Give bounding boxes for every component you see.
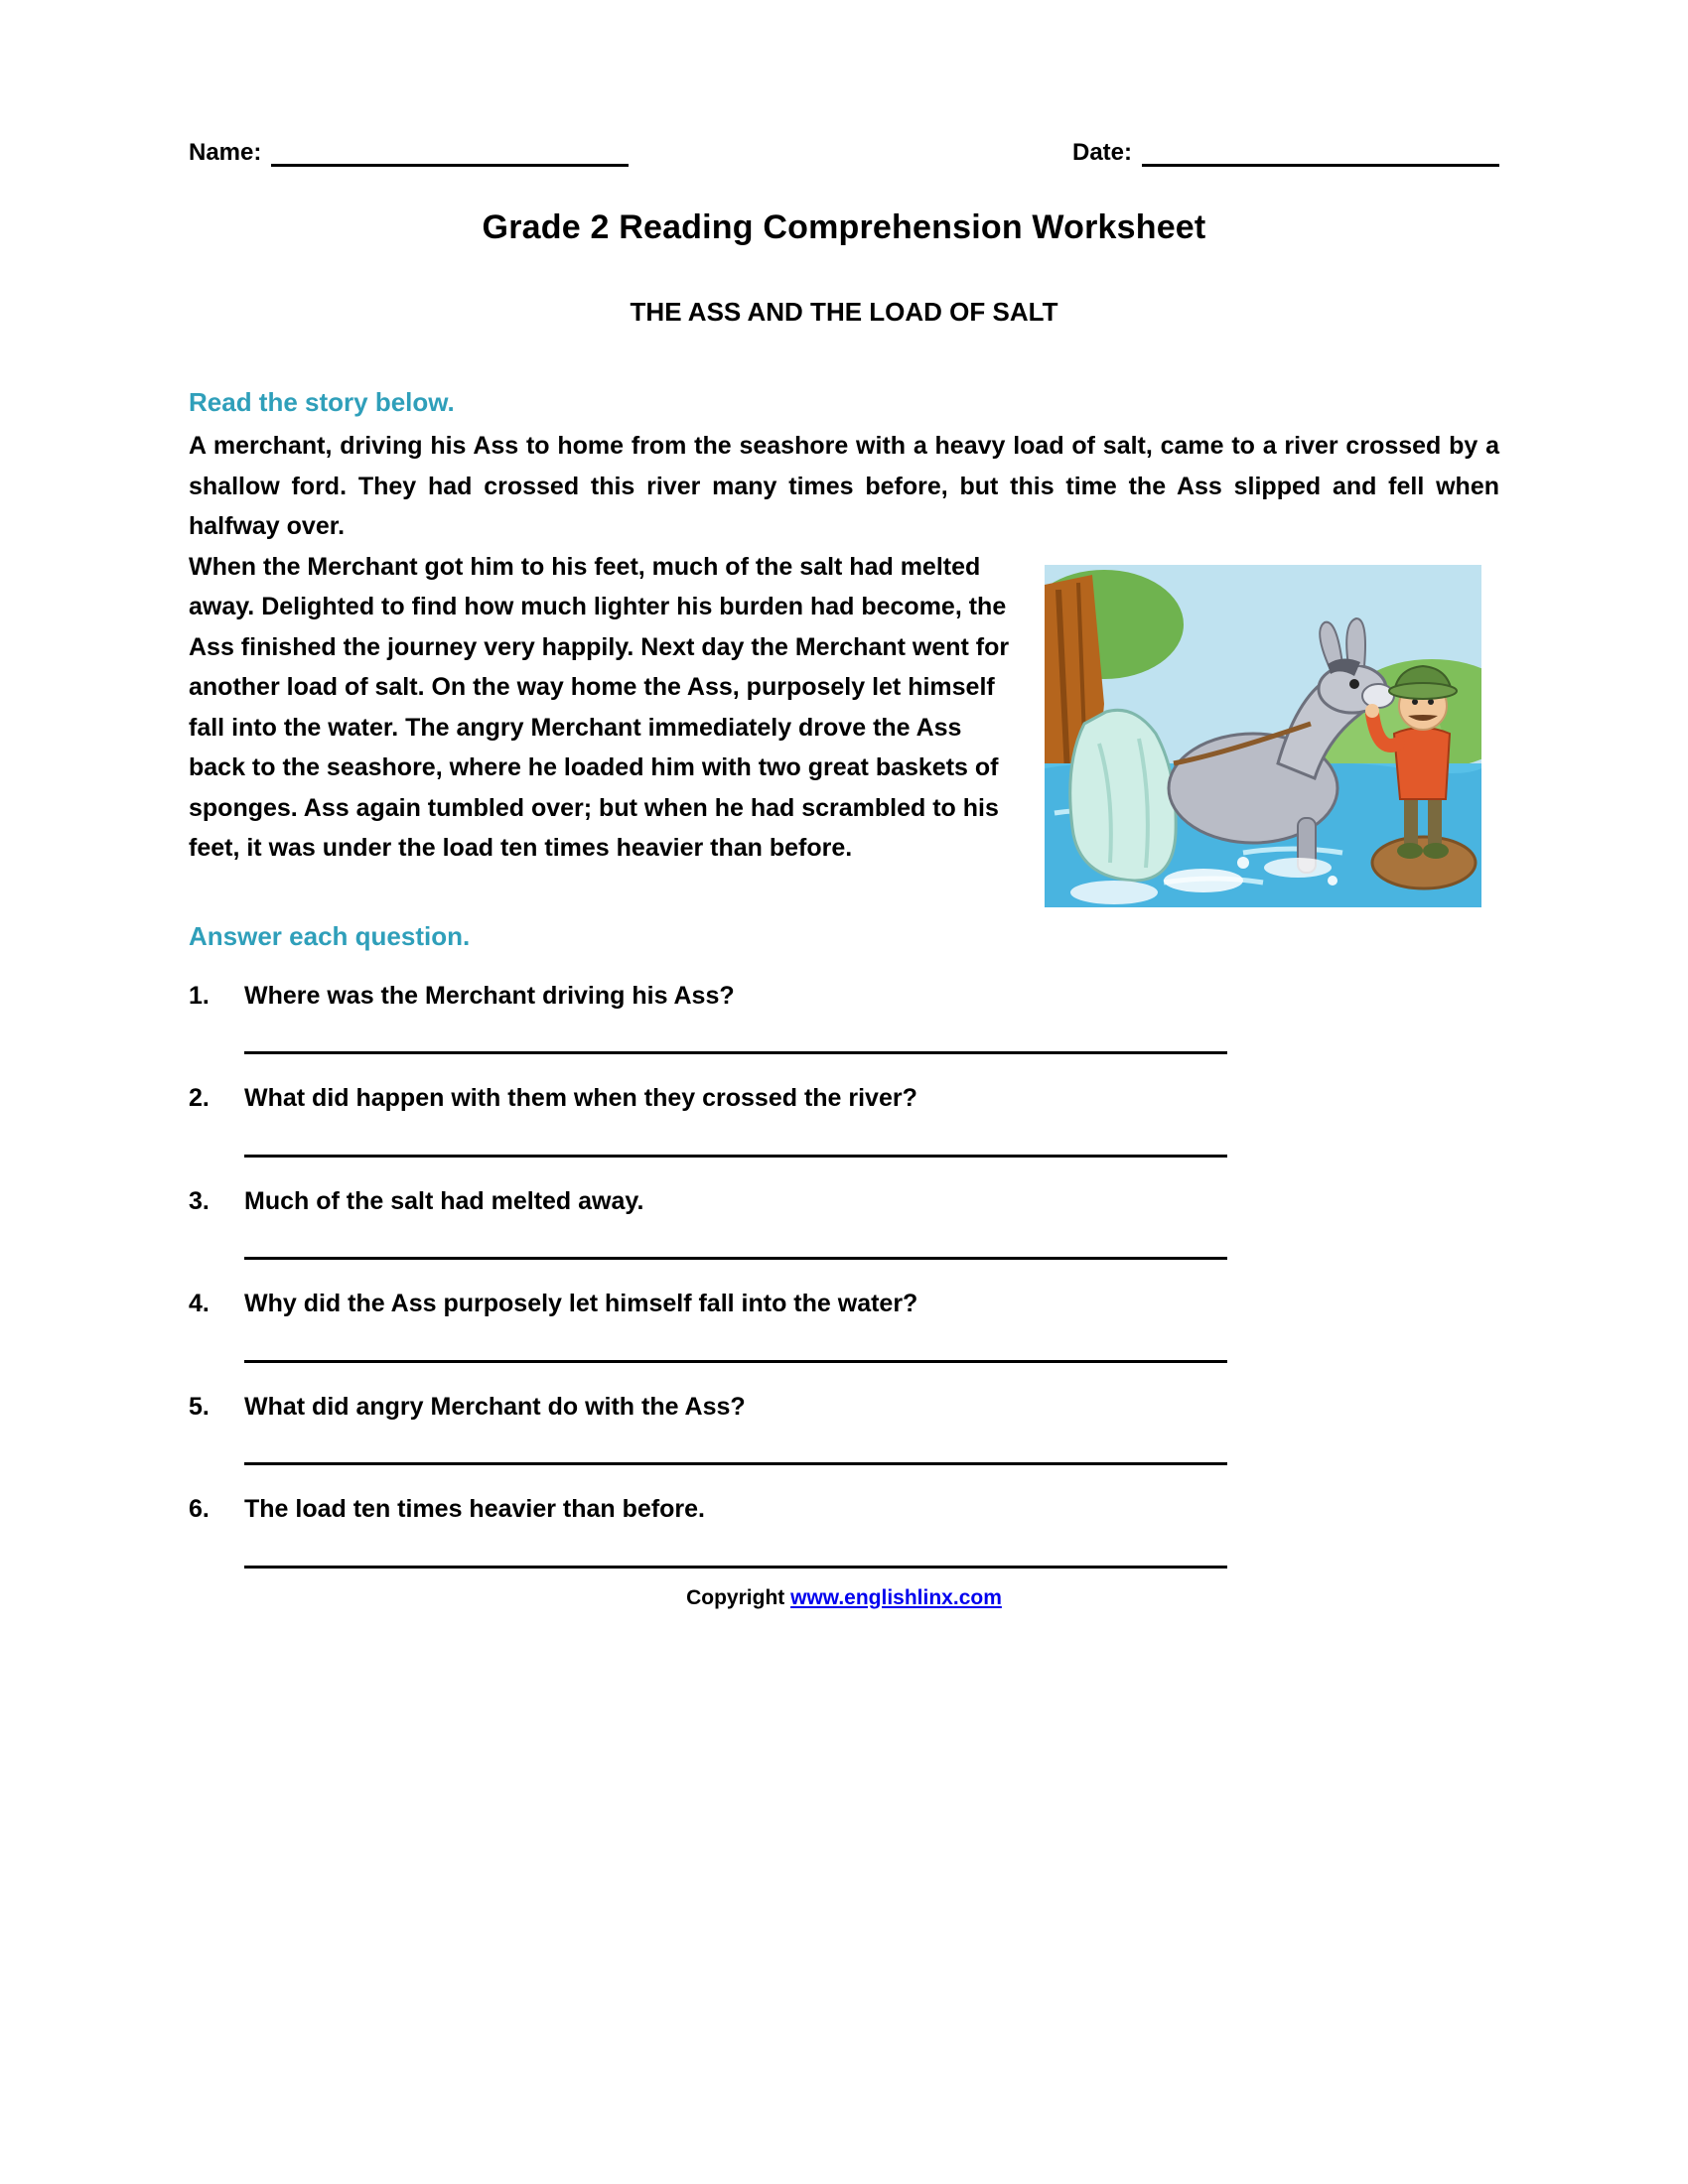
- question-number: 3.: [189, 1186, 210, 1215]
- story-illustration: [1045, 565, 1481, 907]
- answer-line: [244, 1462, 1227, 1465]
- question-text: What did angry Merchant do with the Ass?: [244, 1392, 746, 1421]
- question-number: 1.: [189, 981, 210, 1010]
- name-date-row: [189, 139, 1499, 167]
- date-blank-line: [1142, 141, 1499, 167]
- answer-line: [244, 1360, 1227, 1363]
- name-field: [189, 139, 629, 167]
- question-number: 6.: [189, 1495, 210, 1523]
- answer-line: [244, 1051, 1227, 1054]
- question-item: [189, 1288, 1499, 1363]
- question-number: 4.: [189, 1290, 210, 1317]
- page-title: Grade 2 Reading Comprehension Worksheet: [482, 208, 1206, 246]
- question-item: [189, 1082, 1499, 1158]
- story-paragraph-wrapped: When the Merchant got him to his feet, much of the salt had melted away. Delighted to find how much lighter his burden had become, the Ass finished the journey very happily. Next day the Merchant went for another load of salt. On the way home the Ass, purposely let himself fall into the water. The angry Merchant immediately drove the Ass back to the seashore, where he loaded him with two great baskets of sponges. Ass again tumbled over; but when he had scrambled to his feet, it was under the load ten times heavier than before.: [189, 552, 1010, 862]
- question-text: Much of the salt had melted away.: [244, 1186, 644, 1215]
- question-item: [189, 1391, 1499, 1466]
- answer-line: [244, 1155, 1227, 1158]
- answer-line: [244, 1257, 1227, 1260]
- name-label: Name:: [189, 139, 262, 166]
- englishlinx-link[interactable]: www.englishlinx.com: [790, 1585, 1002, 1609]
- date-field: [1072, 139, 1499, 167]
- questions-section-heading: Answer each question.: [189, 920, 471, 951]
- name-blank-line: [271, 141, 629, 167]
- question-item: [189, 980, 1499, 1055]
- story-paragraph-top: A merchant, driving his Ass to home from the seashore with a heavy load of salt, came to a river crossed by a shallow ford. They had crossed this river many times before, but this time the Ass slipped and fell when halfway over.: [189, 432, 1499, 540]
- footer: [189, 1586, 1499, 1610]
- answer-line: [244, 1566, 1227, 1569]
- donkey-river-scene-image: [1045, 565, 1481, 907]
- question-item: [189, 1493, 1499, 1569]
- copyright-label: Copyright: [686, 1585, 785, 1609]
- story-title: THE ASS AND THE LOAD OF SALT: [630, 297, 1058, 327]
- story-row: [189, 547, 1499, 907]
- story-section-heading: Read the story below.: [189, 387, 455, 417]
- date-label: Date:: [1071, 139, 1132, 166]
- question-item: [189, 1185, 1499, 1261]
- question-number: 2.: [189, 1084, 210, 1112]
- question-text: What did happen with them when they crossed the river?: [244, 1084, 917, 1112]
- question-text: Why did the Ass purposely let himself fall into the water?: [244, 1290, 918, 1317]
- question-text: Where was the Merchant driving his Ass?: [244, 981, 735, 1010]
- worksheet-page: [189, 139, 1499, 1610]
- question-number: 5.: [189, 1392, 210, 1421]
- question-text: The load ten times heavier than before.: [244, 1495, 706, 1523]
